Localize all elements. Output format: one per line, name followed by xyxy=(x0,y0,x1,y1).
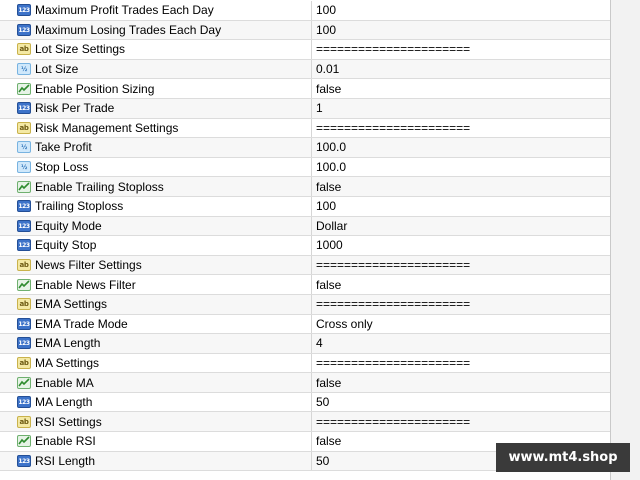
table-row[interactable] xyxy=(0,158,610,178)
parameter-name-cell xyxy=(0,40,312,59)
table-row[interactable] xyxy=(0,177,610,197)
parameter-name-cell xyxy=(0,236,312,255)
parameter-name: Take Profit xyxy=(35,140,92,155)
parameter-name-cell xyxy=(0,217,312,236)
integer-type-icon: 123 xyxy=(17,102,31,114)
string-type-icon: ab xyxy=(17,259,31,271)
parameter-name-cell xyxy=(0,79,312,98)
parameter-name: Maximum Losing Trades Each Day xyxy=(35,22,222,37)
integer-type-icon: 123 xyxy=(17,239,31,251)
string-type-icon: ab xyxy=(17,122,31,134)
parameter-name-cell xyxy=(0,197,312,216)
double-type-icon: ½ xyxy=(17,141,31,153)
integer-type-icon: 123 xyxy=(17,455,31,467)
table-row[interactable] xyxy=(0,354,610,374)
string-type-icon: ab xyxy=(17,416,31,428)
boolean-type-icon xyxy=(17,83,31,95)
parameter-name-cell xyxy=(0,373,312,392)
table-row[interactable] xyxy=(0,256,610,276)
table-row[interactable] xyxy=(0,138,610,158)
parameter-name-cell xyxy=(0,138,312,157)
table-row[interactable] xyxy=(0,275,610,295)
parameter-name-cell xyxy=(0,99,312,118)
parameter-name-cell xyxy=(0,412,312,431)
parameter-name-cell xyxy=(0,315,312,334)
table-row[interactable] xyxy=(0,119,610,139)
parameter-name: MA Length xyxy=(35,395,93,410)
parameter-name-cell xyxy=(0,256,312,275)
parameter-name-cell xyxy=(0,354,312,373)
parameter-value[interactable]: 4 xyxy=(316,336,323,351)
parameter-value[interactable]: false xyxy=(316,179,342,194)
parameter-value[interactable]: 100.0 xyxy=(316,140,347,155)
parameter-name-cell xyxy=(0,60,312,79)
integer-type-icon: 123 xyxy=(17,318,31,330)
parameter-name: Trailing Stoploss xyxy=(35,199,124,214)
table-row[interactable] xyxy=(0,99,610,119)
table-row[interactable] xyxy=(0,412,610,432)
parameter-value[interactable]: 50 xyxy=(316,453,330,468)
boolean-type-icon xyxy=(17,181,31,193)
table-row[interactable] xyxy=(0,197,610,217)
parameter-name: RSI Settings xyxy=(35,414,102,429)
table-row[interactable] xyxy=(0,79,610,99)
parameter-name: EMA Trade Mode xyxy=(35,316,128,331)
parameter-name-cell xyxy=(0,334,312,353)
double-type-icon: ½ xyxy=(17,161,31,173)
parameter-value[interactable]: false xyxy=(316,81,342,96)
integer-type-icon: 123 xyxy=(17,200,31,212)
parameter-value[interactable]: 1000 xyxy=(316,238,343,253)
string-type-icon: ab xyxy=(17,357,31,369)
parameter-value[interactable]: 100 xyxy=(316,199,337,214)
parameter-name-cell xyxy=(0,295,312,314)
integer-type-icon: 123 xyxy=(17,220,31,232)
double-type-icon: ½ xyxy=(17,63,31,75)
boolean-type-icon xyxy=(17,377,31,389)
parameter-value[interactable]: 100 xyxy=(316,3,337,18)
parameter-name-cell xyxy=(0,275,312,294)
parameter-value[interactable]: ====================== xyxy=(316,258,471,273)
parameter-value[interactable]: ====================== xyxy=(316,355,471,370)
parameter-name: Maximum Profit Trades Each Day xyxy=(35,3,214,18)
parameter-value[interactable]: false xyxy=(316,277,342,292)
parameter-name: Enable RSI xyxy=(35,434,96,449)
parameter-value[interactable]: 100.0 xyxy=(316,160,347,175)
table-row[interactable] xyxy=(0,217,610,237)
watermark: www.mt4.shop xyxy=(496,443,630,472)
parameter-name: Equity Stop xyxy=(35,238,97,253)
table-row[interactable] xyxy=(0,393,610,413)
table-row[interactable] xyxy=(0,21,610,41)
table-row[interactable] xyxy=(0,295,610,315)
table-row[interactable] xyxy=(0,373,610,393)
parameter-value[interactable]: 1 xyxy=(316,101,323,116)
parameter-name: Risk Per Trade xyxy=(35,101,115,116)
table-row[interactable] xyxy=(0,236,610,256)
parameter-name-cell xyxy=(0,432,312,451)
parameter-value[interactable]: 100 xyxy=(316,22,337,37)
parameter-name-cell xyxy=(0,21,312,40)
parameter-value[interactable]: false xyxy=(316,375,342,390)
boolean-type-icon xyxy=(17,435,31,447)
string-type-icon: ab xyxy=(17,298,31,310)
parameter-name-cell xyxy=(0,177,312,196)
table-row[interactable] xyxy=(0,1,610,21)
parameter-name: Stop Loss xyxy=(35,160,89,175)
parameter-name: Enable MA xyxy=(35,375,94,390)
parameter-value[interactable]: ====================== xyxy=(316,414,471,429)
parameter-name-cell xyxy=(0,158,312,177)
parameter-value[interactable]: 0.01 xyxy=(316,62,340,77)
parameter-value[interactable]: ====================== xyxy=(316,297,471,312)
integer-type-icon: 123 xyxy=(17,24,31,36)
boolean-type-icon xyxy=(17,279,31,291)
parameter-name: Risk Management Settings xyxy=(35,120,179,135)
integer-type-icon: 123 xyxy=(17,4,31,16)
parameter-name-cell xyxy=(0,1,312,20)
parameter-value[interactable]: 50 xyxy=(316,395,330,410)
parameter-value[interactable]: false xyxy=(316,434,342,449)
table-row[interactable] xyxy=(0,334,610,354)
parameter-name: Lot Size xyxy=(35,62,79,77)
parameter-name-cell xyxy=(0,452,312,471)
parameter-name-cell xyxy=(0,119,312,138)
parameter-value[interactable]: Dollar xyxy=(316,218,348,233)
parameter-value[interactable]: ====================== xyxy=(316,120,471,135)
parameters-list xyxy=(0,1,610,471)
table-row[interactable] xyxy=(0,40,610,60)
string-type-icon: ab xyxy=(17,43,31,55)
parameter-name: RSI Length xyxy=(35,453,96,468)
parameter-name: News Filter Settings xyxy=(35,258,142,273)
parameter-name: Lot Size Settings xyxy=(35,42,126,57)
parameter-name: MA Settings xyxy=(35,355,100,370)
parameter-name-cell xyxy=(0,393,312,412)
parameter-value[interactable]: ====================== xyxy=(316,42,471,57)
vertical-scrollbar[interactable] xyxy=(611,0,640,480)
table-row[interactable] xyxy=(0,315,610,335)
parameter-name: Enable Trailing Stoploss xyxy=(35,179,164,194)
integer-type-icon: 123 xyxy=(17,396,31,408)
integer-type-icon: 123 xyxy=(17,337,31,349)
table-row[interactable] xyxy=(0,60,610,80)
parameter-value[interactable]: Cross only xyxy=(316,316,373,331)
parameter-name: EMA Settings xyxy=(35,297,108,312)
parameter-name: Enable News Filter xyxy=(35,277,136,292)
parameter-name: EMA Length xyxy=(35,336,101,351)
parameter-name: Equity Mode xyxy=(35,218,102,233)
parameter-name: Enable Position Sizing xyxy=(35,81,155,96)
